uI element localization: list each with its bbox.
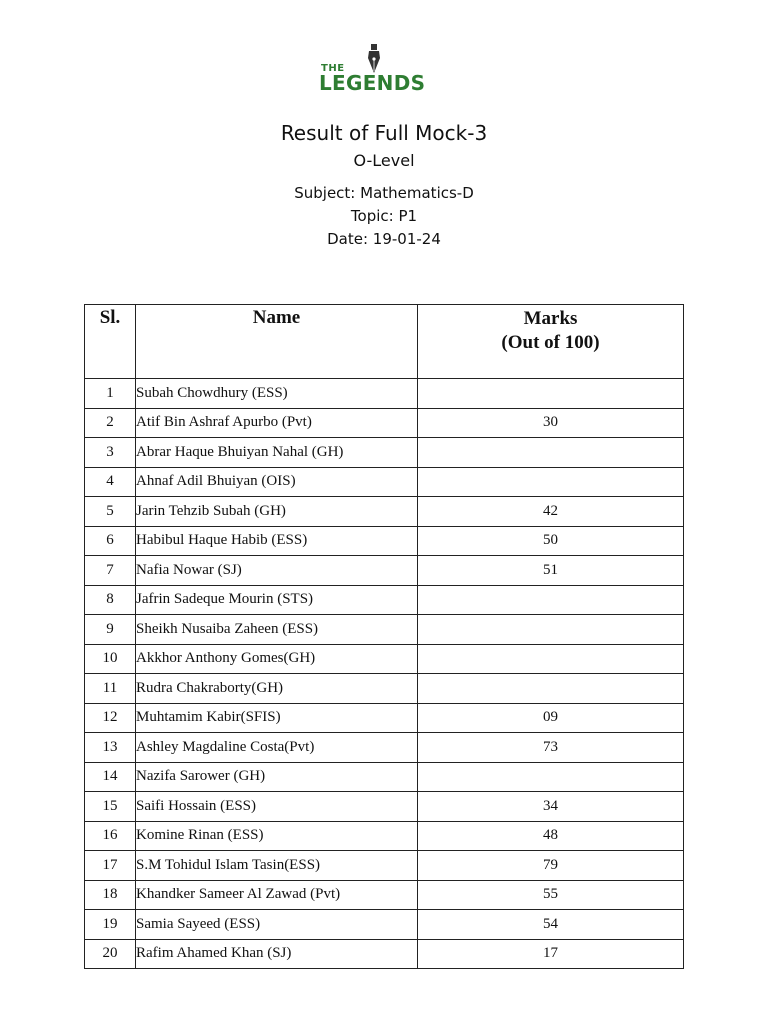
- table-row: [85, 408, 684, 438]
- row-marks: 54: [418, 910, 684, 940]
- row-marks: 73: [418, 733, 684, 763]
- row-marks: [418, 644, 684, 674]
- row-student-name: Atif Bin Ashraf Apurbo (Pvt): [136, 408, 418, 438]
- table-row: [85, 939, 684, 969]
- exam-level: O-Level: [353, 151, 415, 170]
- row-student-name: Ashley Magdaline Costa(Pvt): [136, 733, 418, 763]
- table-row: [85, 438, 684, 468]
- row-student-name: Akkhor Anthony Gomes(GH): [136, 644, 418, 674]
- row-serial: 18: [85, 880, 136, 910]
- row-marks: 51: [418, 556, 684, 586]
- table-row: [85, 497, 684, 527]
- row-marks: 55: [418, 880, 684, 910]
- row-student-name: S.M Tohidul Islam Tasin(ESS): [136, 851, 418, 881]
- row-serial: 20: [85, 939, 136, 969]
- table-row: [85, 821, 684, 851]
- exam-subject: Subject: Mathematics-D: [294, 184, 474, 202]
- page-title: Result of Full Mock-3: [280, 121, 488, 145]
- row-student-name: Abrar Haque Bhuiyan Nahal (GH): [136, 438, 418, 468]
- row-serial: 10: [85, 644, 136, 674]
- exam-date: Date: 19-01-24: [327, 230, 441, 248]
- row-student-name: Habibul Haque Habib (ESS): [136, 526, 418, 556]
- row-marks: [418, 379, 684, 409]
- row-marks: [418, 438, 684, 468]
- column-header-sl: Sl.: [85, 305, 136, 379]
- row-marks: 17: [418, 939, 684, 969]
- table-row: [85, 556, 684, 586]
- table-body: [85, 379, 684, 969]
- logo-text-legends: LEGENDS: [319, 71, 426, 95]
- row-marks: 42: [418, 497, 684, 527]
- row-serial: 5: [85, 497, 136, 527]
- table-row: [85, 379, 684, 409]
- table-header-row: [85, 305, 684, 379]
- table-row: [85, 585, 684, 615]
- row-student-name: Saifi Hossain (ESS): [136, 792, 418, 822]
- row-student-name: Subah Chowdhury (ESS): [136, 379, 418, 409]
- row-serial: 12: [85, 703, 136, 733]
- row-marks: [418, 674, 684, 704]
- row-serial: 6: [85, 526, 136, 556]
- table-row: [85, 792, 684, 822]
- fountain-pen-icon: [365, 44, 383, 74]
- column-header-marks-title: Marks: [523, 308, 578, 329]
- row-marks: 09: [418, 703, 684, 733]
- row-student-name: Sheikh Nusaiba Zaheen (ESS): [136, 615, 418, 645]
- row-serial: 8: [85, 585, 136, 615]
- row-marks: 48: [418, 821, 684, 851]
- row-serial: 2: [85, 408, 136, 438]
- row-student-name: Komine Rinan (ESS): [136, 821, 418, 851]
- row-student-name: Samia Sayeed (ESS): [136, 910, 418, 940]
- row-marks: [418, 615, 684, 645]
- column-header-marks: [418, 305, 684, 379]
- results-table: [84, 304, 684, 969]
- table-row: [85, 526, 684, 556]
- row-student-name: Jarin Tehzib Subah (GH): [136, 497, 418, 527]
- table-row: [85, 703, 684, 733]
- row-marks: [418, 762, 684, 792]
- logo-text-the: THE: [321, 63, 345, 74]
- exam-topic: Topic: P1: [350, 207, 418, 225]
- table-row: [85, 644, 684, 674]
- row-serial: 17: [85, 851, 136, 881]
- table-row: [85, 674, 684, 704]
- table-row: [85, 615, 684, 645]
- row-serial: 7: [85, 556, 136, 586]
- column-header-marks-subtitle: (Out of 100): [501, 332, 600, 353]
- row-student-name: Khandker Sameer Al Zawad (Pvt): [136, 880, 418, 910]
- table-row: [85, 733, 684, 763]
- row-marks: [418, 467, 684, 497]
- table-row: [85, 880, 684, 910]
- row-serial: 11: [85, 674, 136, 704]
- row-serial: 1: [85, 379, 136, 409]
- row-student-name: Rafim Ahamed Khan (SJ): [136, 939, 418, 969]
- table-row: [85, 467, 684, 497]
- row-serial: 9: [85, 615, 136, 645]
- row-serial: 16: [85, 821, 136, 851]
- row-marks: 30: [418, 408, 684, 438]
- row-student-name: Jafrin Sadeque Mourin (STS): [136, 585, 418, 615]
- row-student-name: Ahnaf Adil Bhuiyan (OIS): [136, 467, 418, 497]
- row-student-name: Muhtamim Kabir(SFIS): [136, 703, 418, 733]
- table-row: [85, 762, 684, 792]
- brand-logo: [318, 44, 436, 96]
- table-row: [85, 910, 684, 940]
- row-marks: 79: [418, 851, 684, 881]
- row-marks: 50: [418, 526, 684, 556]
- row-student-name: Rudra Chakraborty(GH): [136, 674, 418, 704]
- row-serial: 4: [85, 467, 136, 497]
- row-serial: 15: [85, 792, 136, 822]
- row-student-name: Nazifa Sarower (GH): [136, 762, 418, 792]
- row-serial: 3: [85, 438, 136, 468]
- row-serial: 13: [85, 733, 136, 763]
- table-row: [85, 851, 684, 881]
- row-student-name: Nafia Nowar (SJ): [136, 556, 418, 586]
- row-serial: 14: [85, 762, 136, 792]
- row-marks: 34: [418, 792, 684, 822]
- row-serial: 19: [85, 910, 136, 940]
- row-marks: [418, 585, 684, 615]
- column-header-name: Name: [136, 305, 418, 379]
